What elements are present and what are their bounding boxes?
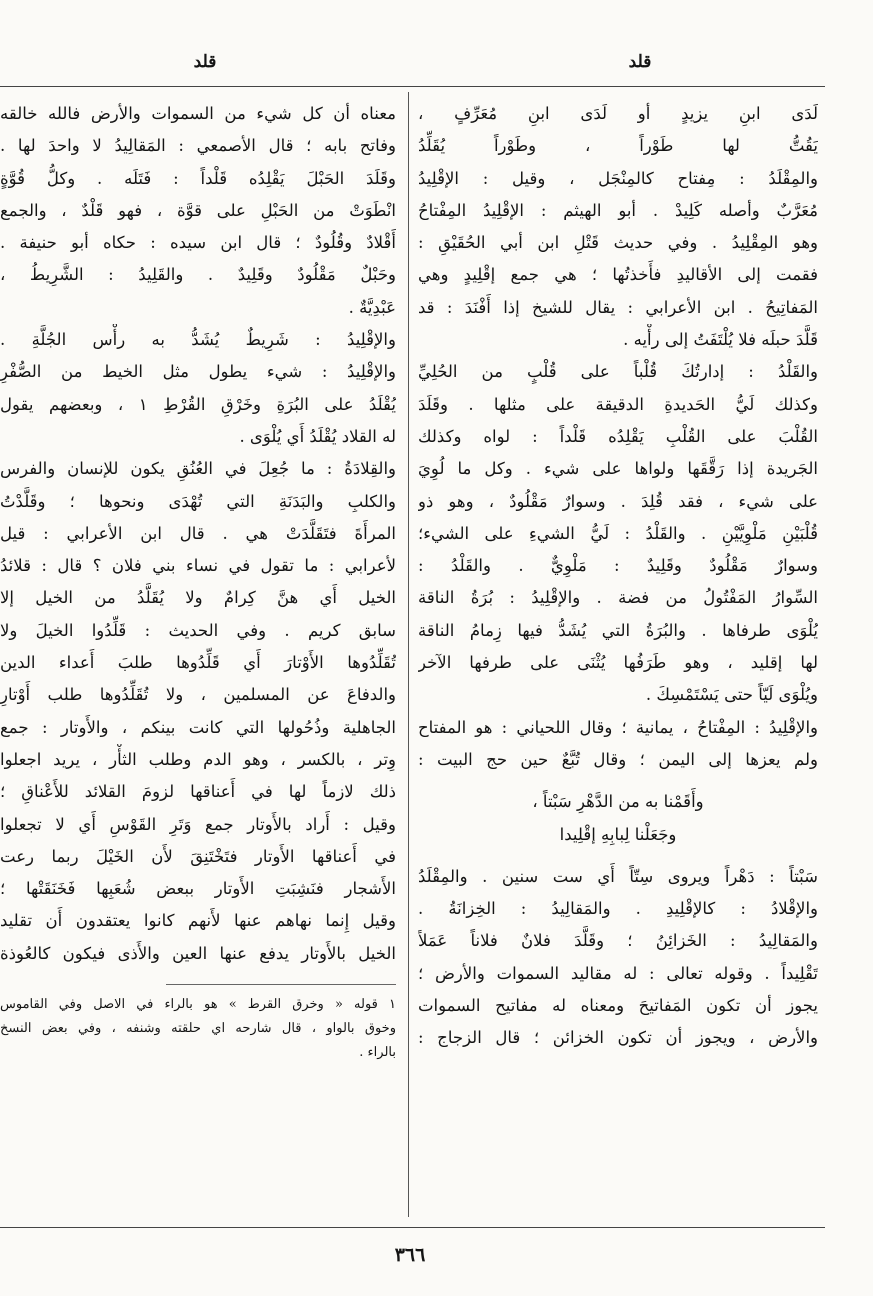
left-column (0, 98, 396, 1065)
text-line: قَلَّدَ حبلَه فلا يُلْتَفَتُ إلى رأْيه . (623, 330, 818, 350)
text-line: الخيل بالأَوتار يدفع عنها العين والأَذى فيكون كالعُوذة (0, 943, 396, 963)
text-line: سَبْتاً : دَهْراً ويروى سِتّاً أَي ست سنين . والمِقْلَدُ (418, 866, 818, 886)
text-line: يُقْلَدُ على البُرَةِ وخَرْقِ القُرْطِ ١ ، وبعضهم يقول (0, 394, 396, 414)
footnote-rule (166, 984, 396, 985)
text-line: على شيء ، فقد قُلِدَ . وسوارٌ مَقْلُودٌ ، وهو ذو (418, 491, 818, 511)
text-line: لها إقليد ، وهو طَرَفُها يُثْنَى على طرفها الآخر (418, 653, 818, 673)
text-line: له القلاد يُقْلَدُ أَي يُلْوَى . (239, 426, 396, 446)
text-line: سابق كريم . وفي الحديث : قَلِّدُوا الخيلَ ولا (0, 620, 396, 640)
page-number: ٣٦٦ (394, 1244, 426, 1266)
text-line: وقَلَدَ الحَبْلَ يَقْلِدُه قَلْداً : فَتَلَه . وكلُّ قُوَّةٍ (0, 168, 396, 188)
text-line: والإقْلِيدُ : شَرِيطٌ يُشَدُّ به رأْس الجُلَّةِ . (0, 330, 396, 350)
text-line: والكلبِ والبَدَنَةِ التي تُهْدَى ونحوها ؛ وقَلَّدْتُ (0, 491, 396, 511)
text-line: ذلك لازماً لها في أَعناقها لزومَ القلائد للأَعْناقِ ؛ (0, 782, 396, 802)
text-line: يُلْوَى طرفاها . والبُرَةُ التي يُشَدُّ فيها زِمامُ الناقة (418, 620, 818, 640)
text-line: عَبْدِيَّةٌ . (348, 297, 396, 317)
text-line: والإقْلادُ : كالإقْلِيدِ . والمَقالِيدُ : الخِزانَةُ . (418, 899, 818, 919)
text-line: مُعَرَّبٌ وأصله كَلِيدْ . أبو الهيثم : الإقْلِيدُ المِفْتاحُ (418, 200, 818, 220)
text-line: المرأَةَ فتَقَلَّدَتْ هي . قال ابن الأعرابي : قيل (0, 523, 396, 543)
text-line: ولم يعزها إلى اليمن ؛ وقال تُبَّعٌ حين حج البيت : (418, 749, 818, 769)
column-divider (408, 92, 409, 1217)
text-line: السِّوارُ المَفْتُولُ من فضة . والإقْلِيدُ : بُرَةُ الناقة (418, 588, 818, 608)
text-line: وقيل إِنما نهاهم عنها لأَنهم كانوا يعتقدون أَن تقليد (0, 911, 396, 931)
text-line: الخيل أَي هنَّ كِرامٌ ولا يُقَلَّدُ من الخيل إلا (0, 588, 396, 608)
text-line: وسوارٌ مَقْلُودٌ وقَلِيدٌ : مَلْوِيٌّ . والقَلْدُ : (418, 556, 818, 576)
text-line: والأرض ، ويجوز أن تكون الخزائن ؛ قال الزجاج : (418, 1028, 818, 1048)
text-line: والمَقالِيدُ : الخَزائِنُ ؛ وقَلَّدَ فلانٌ فلاناً عَمَلاً (418, 931, 818, 951)
text-line: والدفاعَ عن المسلمين ، ولا تُقَلِّدُوها طلب أَوْتارِ (0, 685, 396, 705)
text-line: والإقْلِيدُ : شيء يطول مثل الخيط من الصُّفْرِ (0, 362, 396, 382)
text-line: الجَريدة إذا رَقَّقَها ولواها على شيء . وكل ما لُوِيَ (418, 459, 818, 479)
text-line: قُلْبَيْنِ مَلْوِيَّيْنِ . والقَلْدُ : لَيُّ الشيءِ على الشيء؛ (418, 523, 818, 543)
running-header-left: قلد (193, 52, 217, 72)
text-line: الأَشجار فنَشِبَتِ الأَوتار ببعض شُعَبِها فَخَنَقَتْها ؛ (0, 879, 396, 899)
text-line: في أَعناقها الأَوتار فتَخْتَنِقَ لأَن الخَيْلَ ربما رعت (0, 846, 396, 866)
text-line: لَدَى ابنِ يزيدٍ أو لَدَى ابنِ مُعَرِّفٍ ، (418, 104, 818, 123)
footnote-line: ١ قوله « وخرق القرط » هو بالراء في الاصل وفي القاموس (0, 997, 396, 1013)
text-line: والإقْلِيدُ : المِفْتاحُ ، يمانية ؛ وقال اللحياني : هو المفتاح (418, 717, 818, 737)
text-line: أَقْلادٌ وقُلُودٌ ؛ قال ابن سيده : حكاه أبو حنيفة . (0, 233, 396, 253)
text-line: الجاهلية وذُحُولها التي كانت بينكم ، والأَوتار : جمع (0, 717, 396, 737)
text-line: القُلْبَ على القُلْبِ يَقْلِدُه قَلْداً : لواه وكذلك (418, 426, 818, 446)
footnotes (0, 993, 396, 1065)
text-line: انْطَوَتْ من الحَبْلِ على قوَّة ، فهو قَلْدٌ ، والجمع (0, 200, 396, 220)
right-column (418, 98, 818, 1055)
footer-rule (0, 1227, 825, 1228)
text-line: يَقُتُّ لها طَوْراً ، وطَوْراً يُقَلِّدُ (418, 136, 818, 156)
verse-line: وجَعَلْنا لِبابِهِ إقْلِيدا (559, 824, 677, 844)
verse-line: وأَقَمْنا به من الدَّهْرِ سَبْتاً ، (532, 792, 704, 812)
text-line: تُقَلِّدُوها الأَوْتارَ أَي قَلِّدُوها طلبَ أَعداء الدين (0, 653, 396, 673)
header-rule (0, 86, 825, 87)
running-header-right: قلد (628, 52, 652, 72)
text-line: فقمت إلى الأقاليدِ فأَخذتُها ؛ هي جمع إقْلِيدٍ وهي (418, 265, 818, 285)
text-line: وهو المِقْلِيدُ . وفي حديث قَتْلِ ابن أبي الحُقَيْقِ : (418, 233, 818, 253)
text-line: معناه أن كل شيء من السموات والأرض فالله خالقه (0, 104, 396, 123)
text-line: وحَبْلٌ مَقْلُودٌ وقَلِيدٌ . والقَلِيدُ : الشَّرِيطُ ، (0, 265, 396, 285)
text-line: ويُلْوَى لَيّاً حتى يَسْتَمْسِكَ . (645, 685, 818, 705)
text-line: وِتر ، بالكسر ، وهو الدم وطلب الثأْر ، يريد اجعلوا (0, 749, 396, 769)
footnote-line: بالراء . (359, 1045, 396, 1061)
text-line: والقِلادَةُ : ما جُعِلَ في العُنُقِ يكون للإنسان والفرس (0, 459, 396, 479)
text-line: تَقْلِيداً . وقوله تعالى : له مقاليد السموات والأرض ؛ (418, 963, 818, 983)
text-line: يجوز أن تكون المَفاتيحَ ومعناه له مفاتيح السموات (418, 996, 818, 1016)
text-line: والمِقْلَدُ : مِفتاح كالمِنْجَل ، وقيل : الإقْلِيدُ (418, 168, 818, 188)
text-line: وفاتح بابه ؛ قال الأصمعي : المَقالِيدُ لا واحدَ لها . (0, 136, 396, 156)
text-line: لأعرابي : ما تقول في نساء بني فلان ؟ قال : قلائدُ (0, 556, 396, 576)
footnote-line: وخوق بالواو ، قال شارحه اي حلقته وشنفه ، وفي بعض النسخ (0, 1021, 396, 1037)
text-line: وقيل : أَراد بالأَوتار جمع وَتَرِ القَوْسِ أَي لا تجعلوا (0, 814, 396, 834)
text-line: وكذلك لَيُّ الحَديدةِ الدقيقة على مثلها . وقَلَدَ (418, 394, 818, 414)
text-line: والقَلْدُ : إدارتُكَ قُلْباً على قُلْبٍ من الحُلِيِّ (418, 362, 818, 382)
text-line: المَفاتِيحُ . ابن الأعرابي : يقال للشيخ إذا أَفْنَدَ : قد (418, 297, 818, 317)
